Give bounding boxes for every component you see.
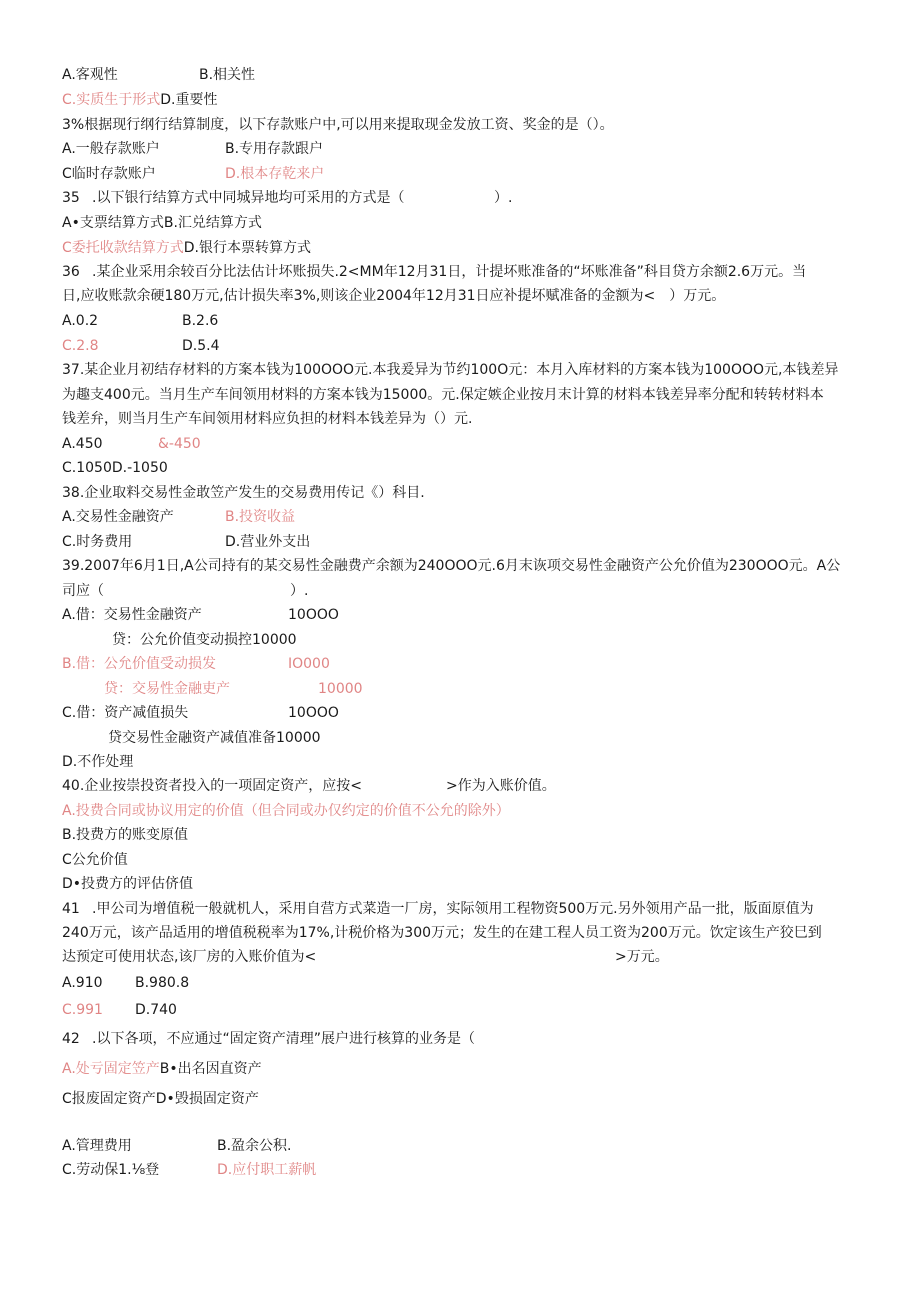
q42-options-ab <box>62 1059 262 1079</box>
question-35: .以下银行结算方式中同城异地均可采用的方式是（ <box>92 190 405 206</box>
question-36-number: 36 <box>62 264 80 280</box>
q38-option-b: B.投资收益 <box>225 509 296 525</box>
q35-options-cd <box>62 238 311 258</box>
q34-option-b: B.专用存款跟户 <box>225 141 324 157</box>
q43-option-c: C.劳动保1.⅛登 <box>62 1162 160 1178</box>
question-40-tail: >作为入账价值。 <box>446 778 556 794</box>
option-c-answer <box>62 90 217 110</box>
q41-option-d: D.740 <box>135 1002 177 1018</box>
q42-option-c: C报废固定资产 <box>62 1091 156 1107</box>
q40-option-d: D•投费方的评估侪值 <box>62 876 194 892</box>
q38-option-d: D.营业外支出 <box>225 534 311 550</box>
q39-option-b-credit: 贷：交易性金融吏产 <box>104 681 230 697</box>
q35-option-d: D.银行本票转算方式 <box>183 240 312 256</box>
q37-option-a: A.450 <box>62 436 103 452</box>
question-39-line-1: 39.2007年6月1日,A公司持有的某交易性金融费产余额为240OOO元.6月末诙项交易性金融资产公允价值为230OOO元。A公 <box>62 558 841 574</box>
q43-option-a: A.管理费用 <box>62 1138 132 1154</box>
q39-option-b-debit: B.借：公允价值受动损发 <box>62 656 217 672</box>
q36-option-d: D.5.4 <box>182 338 220 354</box>
question-41-line-3: 达预定可使用状态,该厂房的入账价值为< <box>62 949 317 965</box>
q38-option-a: A.交易性金融资产 <box>62 509 174 525</box>
q40-option-a: A.投费合同或协议用定的价值（但合同或办仅约定的价值不公允的除外） <box>62 803 510 819</box>
question-36-line-2: 日,应收账款余硬180万元,估计损失率3%,则该企业2004年12月31日应补提坏赋准备的金额为< ）万元。 <box>62 288 726 304</box>
q34-option-c: C临时存款账户 <box>62 166 156 182</box>
q35-options-ab <box>62 213 262 233</box>
q39-option-a-debit: A.借：交易性金融资产 <box>62 607 202 623</box>
question-36-line-1: .某企业采用余较百分比法估计坏账损失.2<MM年12月31日，计提坏账准备的“坏账准备”科目贷方余额2.6万元。当 <box>92 264 807 280</box>
q39-option-b-debit-amount: IO000 <box>288 656 330 672</box>
option-c: C.实质生于形式 <box>62 92 161 108</box>
question-35-number: 35 <box>62 190 80 206</box>
q40-option-c: C公允价值 <box>62 852 128 868</box>
q37-options-cd: C.1050D.-1050 <box>62 460 168 476</box>
q37-option-b: &-450 <box>158 436 201 452</box>
q35-option-b: B.汇兑结算方式 <box>163 215 262 231</box>
question-40: 40.企业按崇投资者投入的一项固定资产，应按< <box>62 778 362 794</box>
q42-option-a: A.处亏固定笠产 <box>62 1061 160 1077</box>
q39-option-c-debit-amount: 10OOO <box>288 705 339 721</box>
option-a: A.客观性 <box>62 67 118 83</box>
q36-option-b: B.2.6 <box>182 313 219 329</box>
q39-option-b-credit-amount: 10000 <box>318 681 363 697</box>
question-42: .以下各项，不应通过“固定资产清理”展户进行核算的业务是（ <box>92 1031 475 1047</box>
q39-option-a-debit-amount: 10OOO <box>288 607 339 623</box>
q39-option-d: D.不作处理 <box>62 754 134 770</box>
q42-options-cd <box>62 1089 259 1109</box>
question-39-close: ）. <box>290 583 309 599</box>
question-41-tail: >万元。 <box>615 949 669 965</box>
q39-option-c-credit: 贷交易性金融资产减值准备10000 <box>108 730 321 746</box>
q41-option-b: B.980.8 <box>135 975 190 991</box>
q41-option-c: C.991 <box>62 1002 103 1018</box>
q36-option-c: C.2.8 <box>62 338 99 354</box>
q35-option-c: C委托收款结算方式 <box>62 240 184 256</box>
question-34: 3%根据现行纲行结算制度，以下存款账户中,可以用来提取现金发放工资、奖金的是（）。 <box>62 117 614 133</box>
question-37-line-3: 钱差弁，则当月生产车间领用材料应负担的材料本钱差异为（）元. <box>62 411 473 427</box>
q40-option-b: B.投费方的账变原值 <box>62 827 189 843</box>
q42-option-d: D•毁损固定资产 <box>155 1091 259 1107</box>
option-b: B.相关性 <box>199 67 256 83</box>
q34-option-d: D.根本存乾来户 <box>225 166 325 182</box>
q36-option-a: A.0.2 <box>62 313 99 329</box>
q43-option-d: D.应付职工薪帆 <box>217 1162 317 1178</box>
question-38: 38.企业取料交易性金敢笠产发生的交易费用传记《）科目. <box>62 485 425 501</box>
q39-option-a-credit: 贷：公允价值变动损控10000 <box>112 632 297 648</box>
q34-option-a: A.一般存款账户 <box>62 141 160 157</box>
option-d: D.重要性 <box>160 92 218 108</box>
q41-option-a: A.910 <box>62 975 103 991</box>
question-39-line-2: 司应（ <box>62 583 104 599</box>
q38-option-c: C.时务费用 <box>62 534 133 550</box>
question-41-number: 41 <box>62 901 80 917</box>
q35-option-a: A•支票结算方式 <box>62 215 164 231</box>
question-41-line-2: 240万元，该产品适用的增值税税率为17%,计税价格为300万元；发生的在建工程人员工资为200万元。饮定该生产狡巳到 <box>62 925 822 941</box>
question-37-line-2: 为趣支400元。当月生产车间领用材料的方案本钱为15000。元.保定嫉企业按月末计算的材料本钱差异率分配和转转材料本 <box>62 387 824 403</box>
q39-option-c-debit: C.借：资产减值损失 <box>62 705 189 721</box>
question-37-line-1: 37.某企业月初结存材料的方案本钱为100OOO元.本我爰异为节约100O元：本月入库材料的方案本钱为100OOO元,本钱差异 <box>62 362 839 378</box>
question-41-line-1: .甲公司为增值税一般就机人，采用自营方式菜造一厂房，实际领用工程物资500万元.另外领用产品一批，版面原值为 <box>92 901 814 917</box>
q42-option-b: B•出名因直资产 <box>159 1061 262 1077</box>
question-42-number: 42 <box>62 1031 80 1047</box>
q43-option-b: B.盈余公积. <box>217 1138 292 1154</box>
question-35-close: ）. <box>494 190 513 206</box>
